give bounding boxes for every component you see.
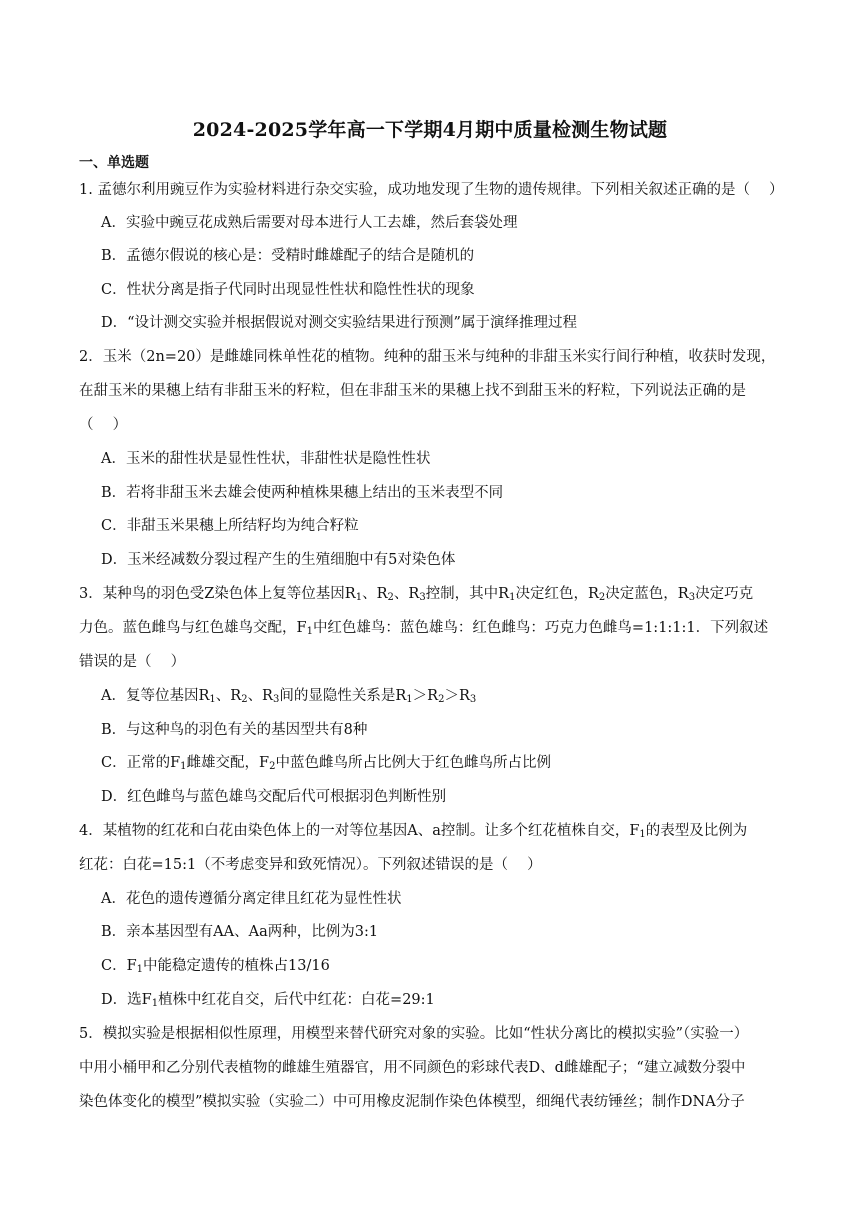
question-3-option-d: D．红色雌鸟与蓝色雄鸟交配后代可根据羽色判断性别 bbox=[101, 789, 447, 805]
question-2-stem-line-2: 在甜玉米的果穗上结有非甜玉米的籽粒，但在非甜玉米的果穗上找不到甜玉米的籽粒，下列说法正确的是 bbox=[79, 383, 746, 399]
question-3-option-b: B．与这种鸟的羽色有关的基因型共有8种 bbox=[101, 722, 368, 738]
question-4-option-a: A．花色的遗传遵循分离定律且红花为显性性状 bbox=[101, 891, 402, 907]
question-4-stem-line-1: 4．某植物的红花和白花由染色体上的一对等位基因A、a控制。让多个红花植株自交，$F_1$的表型及比例为 bbox=[79, 823, 748, 840]
question-4-option-b: B．亲本基因型有AA、Aa两种，比例为3:1 bbox=[101, 924, 379, 940]
question-1-stem: 1. 孟德尔利用豌豆作为实验材料进行杂交实验，成功地发现了生物的遗传规律。下列相关叙述正确的是（ ） bbox=[79, 182, 784, 198]
question-3-option-a: A．复等位基因$R_1$、$R_2$、$R_3$间的显隐性关系是$R_1>R_2>R_3$ bbox=[101, 688, 477, 705]
question-4-stem-line-2: 红花：白花=15:1（不考虑变异和致死情况）。下列叙述错误的是（ ） bbox=[79, 857, 542, 873]
question-5-stem-line-2: 中用小桶甲和乙分别代表植物的雌雄生殖器官，用不同颜色的彩球代表D、d雌雄配子；“建立减数分裂中 bbox=[79, 1060, 746, 1076]
question-1-option-d: D．“设计测交实验并根据假说对测交实验结果进行预测”属于演绎推理过程 bbox=[101, 315, 577, 331]
question-3-option-c: C．正常的$F_1$雌雄交配，$F_2$中蓝色雌鸟所占比例大于红色雌鸟所占比例 bbox=[101, 755, 551, 772]
question-2-stem-line-1: 2．玉米（2n=20）是雌雄同株单性花的植物。纯种的甜玉米与纯种的非甜玉米实行间行种植，收获时发现， bbox=[79, 349, 776, 365]
question-3-stem-line-3: 错误的是（ ） bbox=[79, 654, 186, 670]
question-3-stem-line-1: 3．某种鸟的羽色受Z染色体上复等位基因$R_1$、$R_2$、$R_3$控制，其中$R_1$决定红色，$R_2$决定蓝色，$R_3$决定巧克 bbox=[79, 586, 754, 603]
question-1-option-a: A．实验中豌豆花成熟后需要对母本进行人工去雄，然后套袋处理 bbox=[101, 215, 518, 231]
question-1-option-b: B．孟德尔假说的核心是：受精时雌雄配子的结合是随机的 bbox=[101, 248, 475, 264]
question-5-stem-line-1: 5．模拟实验是根据相似性原理，用模型来替代研究对象的实验。比如“性状分离比的模拟实验”（实验一） bbox=[79, 1026, 749, 1042]
section-heading: 一、单选题 bbox=[79, 155, 149, 171]
question-2-option-a: A．玉米的甜性状是显性性状，非甜性状是隐性性状 bbox=[101, 451, 431, 467]
question-4-option-d: D．选$F_1$植株中红花自交，后代中红花：白花=29:1 bbox=[101, 992, 435, 1009]
question-2-option-b: B．若将非甜玉米去雄会使两种植株果穗上结出的玉米表型不同 bbox=[101, 485, 504, 501]
question-2-stem-line-3: （ ） bbox=[79, 417, 128, 433]
question-5-stem-line-3: 染色体变化的模型”模拟实验（实验二）中可用橡皮泥制作染色体模型，细绳代表纺锤丝；制作DNA分子 bbox=[79, 1094, 745, 1110]
question-3-stem-line-2: 力色。蓝色雌鸟与红色雄鸟交配，$F_1$中红色雄鸟：蓝色雄鸟：红色雌鸟：巧克力色雌鸟=1:1:1:1．下列叙述 bbox=[79, 620, 769, 637]
page-title: 2024-2025学年高一下学期4月期中质量检测生物试题 bbox=[192, 119, 668, 141]
question-2-option-c: C．非甜玉米果穗上所结籽均为纯合籽粒 bbox=[101, 518, 359, 534]
question-1-option-c: C．性状分离是指子代同时出现显性性状和隐性性状的现象 bbox=[101, 282, 475, 298]
question-4-option-c: C．$F_1$中能稳定遗传的植株占13/16 bbox=[101, 958, 330, 975]
question-2-option-d: D．玉米经减数分裂过程产生的生殖细胞中有5对染色体 bbox=[101, 552, 456, 568]
